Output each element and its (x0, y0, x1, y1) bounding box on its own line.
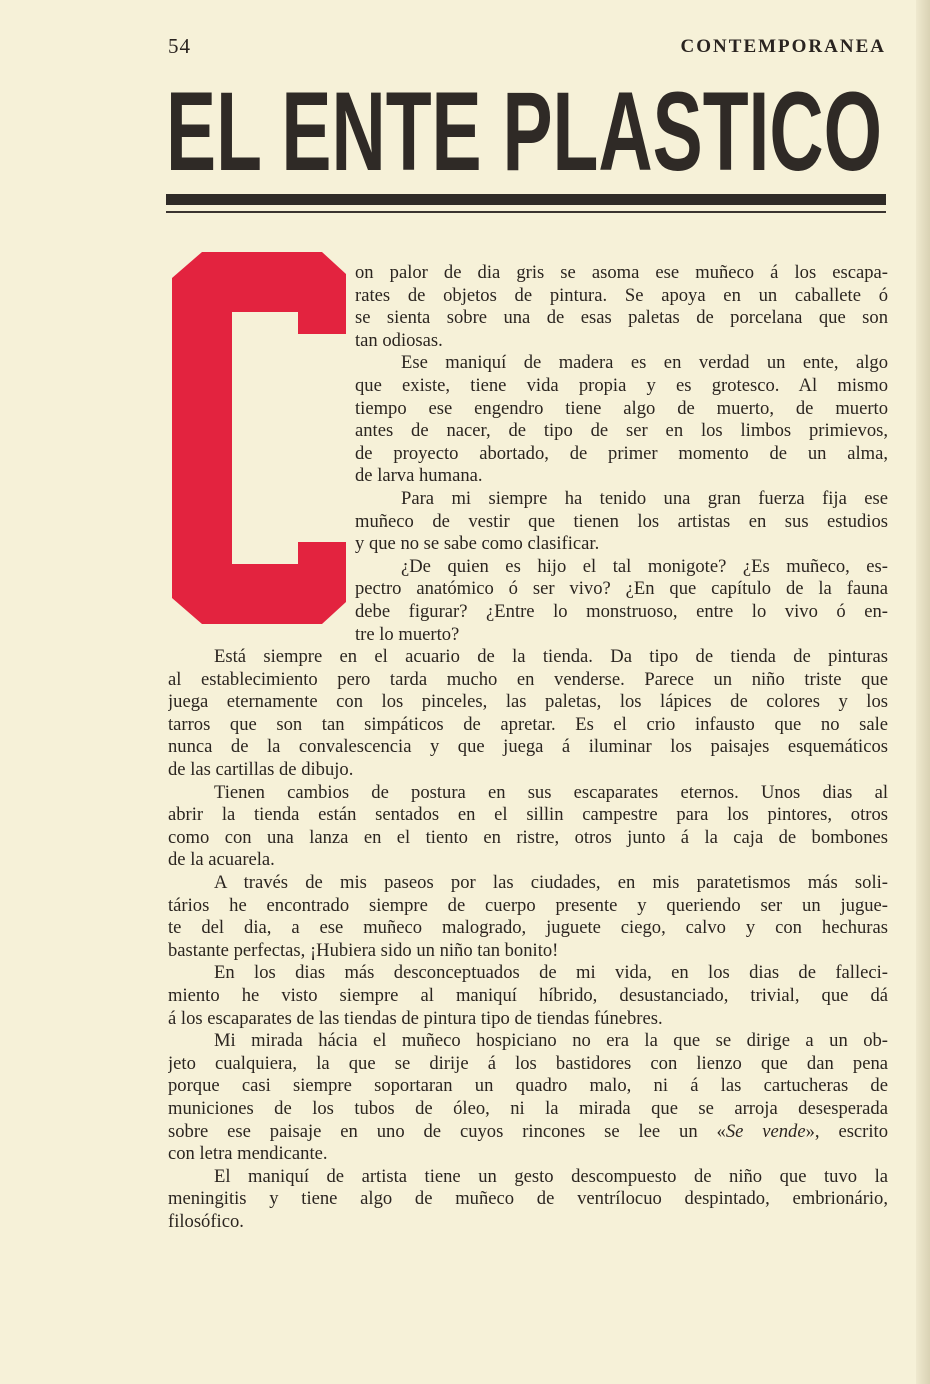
body-line: de larva humana. (355, 465, 483, 487)
body-line: tários he encontrado siempre de cuerpo presente y queriendo ser un jugue- (168, 894, 888, 916)
body-line: de las cartillas de dibujo. (168, 759, 354, 781)
page-title-wrap (166, 69, 886, 194)
body-line: tan odiosas. (355, 329, 443, 351)
body-line: En los dias más desconceptuados de mi vida, en los dias de falleci- (214, 962, 888, 984)
body-line: de proyecto abortado, de primer momento de un alma, (355, 442, 888, 464)
body-line: como con una lanza en el tiento en ristre, otros junto á la caja de bombones (168, 826, 888, 848)
body-line: juega eternamente con los pinceles, las paletas, los lápices de colores y los (168, 691, 888, 713)
body-line: bastante perfectas, ¡Hubiera sido un niño tan bonito! (168, 939, 559, 961)
magazine-name: CONTEMPORANEA (680, 36, 886, 57)
body-line: abrir la tienda están sentados en el sillin campestre para los pintores, otros (168, 804, 888, 826)
body-line: antes de nacer, de tipo de ser en los limbos primievos, (355, 420, 888, 442)
page-title (166, 69, 886, 194)
body-line: debe figurar? ¿Entre lo monstruoso, entre lo vivo ó en- (355, 600, 888, 622)
body-line: miento he visto siempre al maniquí híbrido, desustanciado, trivial, que dá (168, 985, 888, 1006)
body-line: rates de objetos de pintura. Se apoya en un caballete ó (355, 284, 888, 306)
body-line: con letra mendicante. (168, 1143, 328, 1165)
body-line: nunca de la convalescencia y que juega á iluminar los paisajes esquemáticos (168, 736, 888, 758)
body-line: El maniquí de artista tiene un gesto descompuesto de niño que tuvo la (214, 1165, 888, 1187)
body-line: al establecimiento pero tarda mucho en venderse. Parece un niño triste que (168, 668, 888, 690)
body-line: Tienen cambios de postura en sus escaparates eternos. Unos dias al (214, 781, 888, 803)
page-edge-shadow (916, 0, 930, 1384)
body-line: jeto cualquiera, la que se dirije á los bastidores con lienzo que dan pena (168, 1052, 888, 1074)
body-line: meningitis y tiene algo de muñeco de ventrílocuo despintado, embrionário, (168, 1188, 888, 1210)
body-line: de la acuarela. (168, 849, 275, 871)
body-line: sobre ese paisaje en uno de cuyos rincones se lee un «Se vende», escrito (168, 1120, 888, 1142)
page-number: 54 (168, 34, 191, 58)
body-line: pectro anatómico ó ser vivo? ¿En que capítulo de la fauna (355, 578, 888, 600)
body-line: se sienta sobre una de esas paletas de porcelana que son (355, 307, 888, 329)
body-line: y que no se sabe como clasificar. (355, 533, 600, 555)
body-line: tiempo ese engendro tiene algo de muerto, de muerto (355, 397, 888, 419)
page-title-text: EL ENTE PLASTICO (166, 69, 882, 194)
italic-phrase: Se vende (725, 1120, 806, 1142)
body-line: á los escaparates de las tiendas de pintura tipo de tiendas fúnebres. (168, 1007, 663, 1029)
body-line: on palor de dia gris se asoma ese muñeco á los escapa- (355, 262, 888, 283)
body-line: porque casi siempre soportaran un quadro malo, ni á las cartucheras de (168, 1075, 888, 1097)
body-line: filosófico. (168, 1210, 244, 1232)
title-rule-thin (166, 211, 886, 213)
running-head (168, 34, 886, 64)
body-line: Está siempre en el acuario de la tienda. Da tipo de tienda de pinturas (214, 646, 888, 668)
body-line: A través de mis paseos por las ciudades, en mis paratetismos más soli- (214, 872, 888, 894)
article-body (168, 262, 888, 1234)
body-line: Ese maniquí de madera es en verdad un ente, algo (401, 352, 888, 374)
body-line: Mi mirada hácia el muñeco hospiciano no era la que se dirige a un ob- (214, 1030, 888, 1052)
body-line: Para mi siempre ha tenido una gran fuerza fija ese (401, 487, 888, 509)
body-line: tre lo muerto? (355, 623, 460, 645)
body-line: muñeco de vestir que tienen los artistas en sus estudios (355, 510, 888, 532)
title-rule-thick (166, 194, 886, 205)
body-line: te del dia, a ese muñeco malogrado, juguete ciego, calvo y con hechuras (168, 917, 888, 939)
body-line: que existe, tiene vida propia y es grotesco. Al mismo (355, 374, 888, 396)
body-line: municiones de los tubos de óleo, ni la mirada que se arroja desesperada (168, 1097, 888, 1119)
body-line: tarros que son tan simpáticos de apretar. Es el crio infausto que no sale (168, 713, 888, 735)
body-line: ¿De quien es hijo el tal monigote? ¿Es muñeco, es- (401, 555, 888, 577)
